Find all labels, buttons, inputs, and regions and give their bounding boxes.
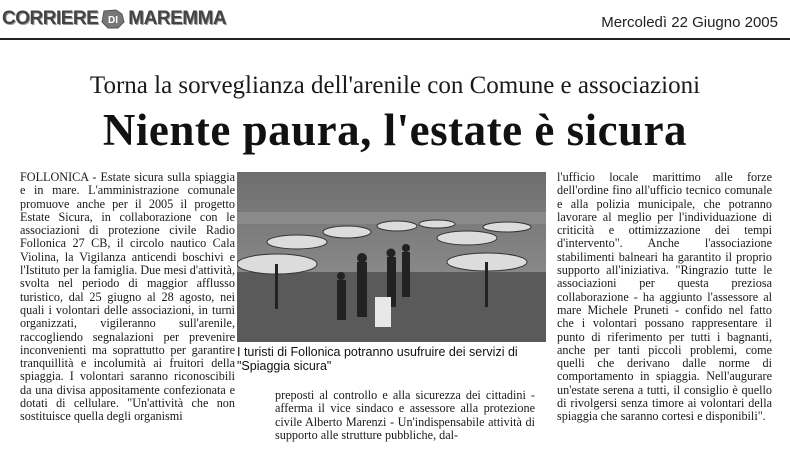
issue-date: Mercoledì 22 Giugno 2005: [601, 14, 778, 31]
logo-text-mid: DI: [108, 15, 119, 26]
newspaper-logo: [2, 4, 226, 34]
photo-caption: I turisti di Follonica potranno usufruire dei servizi di "Spiaggia sicura": [237, 345, 518, 373]
article-dateline: FOLLONICA: [20, 171, 89, 184]
article-headline: Niente paura, l'estate è sicura: [102, 105, 688, 155]
masthead: [0, 0, 790, 40]
article-column-3: l'ufficio locale marittimo alle forze dell'ordine fino all'ufficio tecnico comunale e alla polizia municipale, che potranno lavorare al meglio per l'individuazione di criticità e ottimizzazione dei tempi d'intervento". Anche l'associazione stabilimenti balneari ha garantito il proprio supporto all'iniziativa. "Ringrazio tutte le associazioni per questa preziosa collaborazione - ha aggiunto l'assessore al mare Michele Pruneti - confido nel fatto che i volontari possano rappresentare il punto di riferimento per tutti i bagnanti, anche per tanti piccoli problemi, come quelli che derivano dalle norme di comportamento in spiaggia. Nell'augurare un'estate serena a tutti, il consiglio è quello di rivolgersi senza timore ai volontari della spiaggia che saranno cortesi e disponibili".: [557, 171, 772, 424]
article-column-1-text: - Estate sicura sulla spiaggia e in mare. L'amministrazione comunale promuove anche per il 2005 il progetto Estate Sicura, in collaborazione con le associazioni di protezione civile Radio Follonica 27 CB, il circolo nautico Cala Violina, la Vigilanza anticendi boschivi e l'Istituto per la famiglia. Due mesi d'attività, svolta nel periodo di maggior afflusso turistico, dal 25 giugno al 28 agosto, nei quali i volontari delle associazioni, in turni organizzati, vigileranno sull'arenile, raccogliendo segnalazioni per prevenire inconvenienti ma soprattutto per garantire tranquillità e incolumità ai fruitori della spiaggia. I volontari saranno riconoscibili da una divisa appositamente confezionata e dotati di cellulare. "Un'attività che non sostituisce quella degli organismi: [20, 171, 235, 424]
logo-text-right: MAREMMA: [128, 8, 227, 29]
beach-photo-image: [237, 172, 546, 342]
article-column-1: [20, 171, 235, 456]
masthead-rule: [0, 38, 790, 40]
logo-text-left: CORRIERE: [2, 8, 99, 29]
beach-photo: [237, 172, 546, 342]
logo-seal-icon: [100, 8, 126, 30]
article-kicker: Torna la sorveglianza dell'arenile con Comune e associazioni: [89, 72, 701, 99]
article-column-2: preposti al controllo e alla sicurezza dei cittadini - afferma il vice sindaco e assessore alla protezione civile Alberto Marenzi - Un'indispensabile attività di supporto alle strutture pubbliche, dal-: [275, 389, 535, 442]
